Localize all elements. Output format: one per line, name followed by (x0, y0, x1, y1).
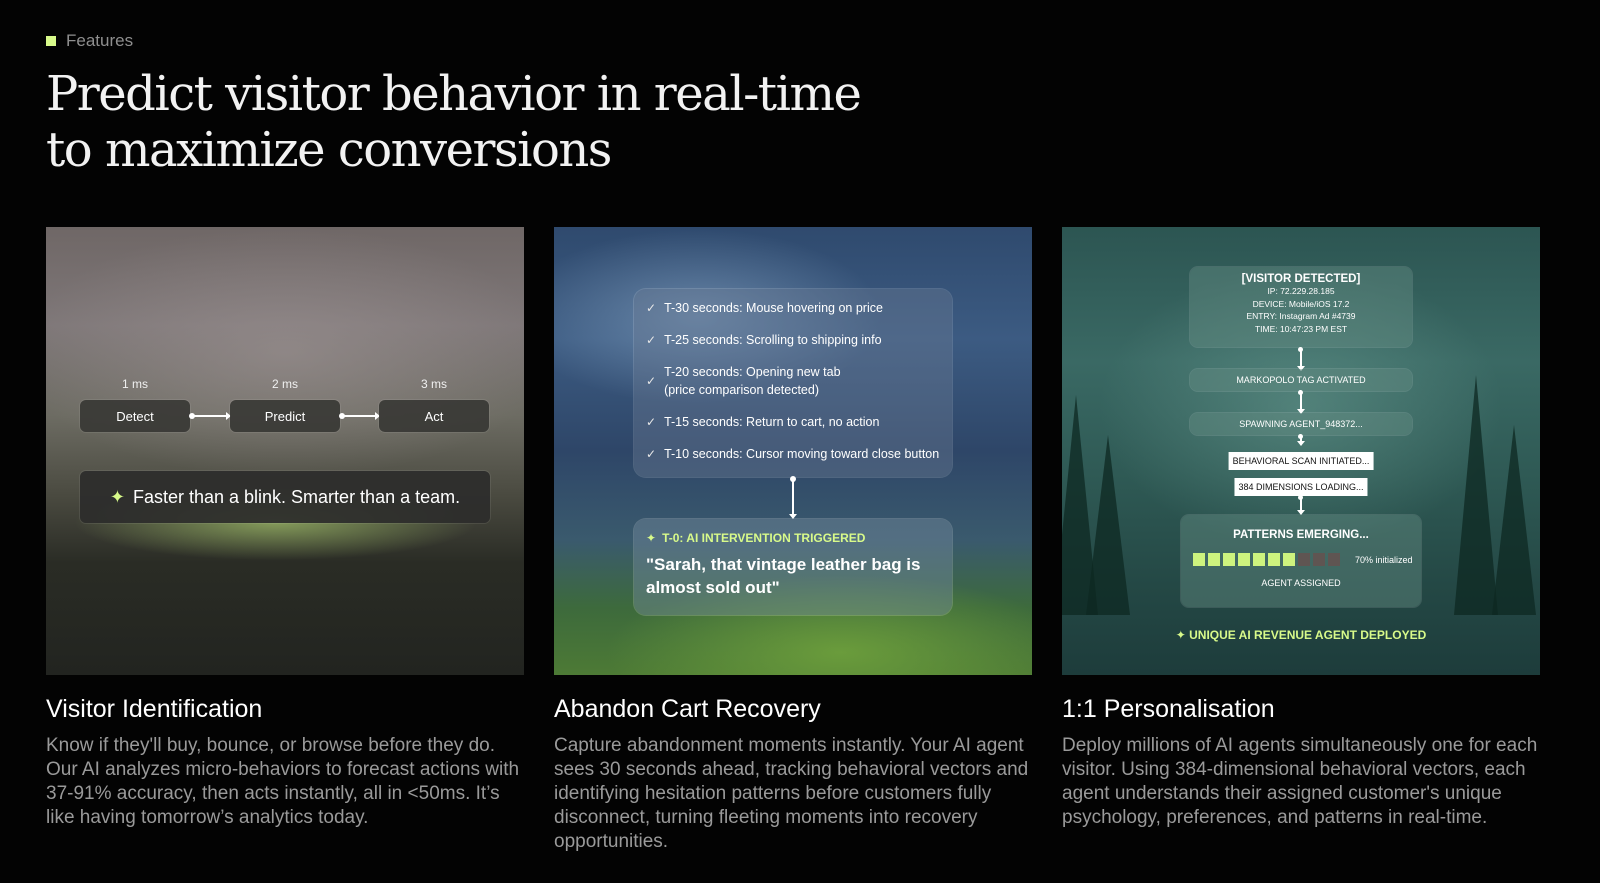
arrow-down-icon (792, 479, 794, 517)
arrow-down-icon (1300, 349, 1302, 369)
progress-segment (1298, 553, 1310, 566)
visitor-ip: IP: 72.229.28.185 (1267, 286, 1335, 296)
agent-assigned-label: AGENT ASSIGNED (1261, 578, 1341, 588)
visitor-identification-image (46, 227, 524, 675)
step-predict: Predict (230, 400, 340, 432)
step-time-act: 3 ms (420, 377, 447, 391)
sparkle-icon: ✦ (1175, 628, 1186, 642)
connector-line (1300, 436, 1302, 444)
trigger-label: T-0: AI INTERVENTION TRIGGERED (662, 531, 866, 545)
step-detect: Detect (80, 400, 190, 432)
visitor-device: DEVICE: Mobile/iOS 17.2 (1252, 298, 1350, 309)
timeline-text: T-10 seconds: Cursor moving toward close button (664, 447, 940, 461)
spawning-agent-step: SPAWNING AGENT_948372... (1190, 413, 1412, 435)
timeline-item (634, 331, 952, 349)
tree-shape (1492, 425, 1536, 615)
timeline-item (634, 299, 952, 317)
check-icon: ✓ (646, 415, 657, 429)
progress-segment (1313, 553, 1325, 566)
progress-segment (1328, 553, 1340, 566)
tag-activated-step: MARKOPOLO TAG ACTIVATED (1190, 369, 1412, 391)
eyebrow-label: Features (66, 31, 134, 50)
check-icon: ✓ (646, 374, 657, 388)
banner-text: Faster than a blink. Smarter than a team. (132, 486, 461, 507)
progress-segment (1238, 553, 1250, 566)
patterns-header: PATTERNS EMERGING... (1233, 529, 1369, 541)
timeline-text: T-25 seconds: Scrolling to shipping info (664, 333, 882, 347)
speed-banner (80, 471, 490, 523)
timeline-item (634, 363, 952, 399)
timeline-panel (634, 289, 952, 477)
eyebrow-square-icon (46, 36, 56, 46)
progress-segment (1193, 553, 1205, 566)
personalisation-title: 1:1 Personalisation (1062, 695, 1275, 723)
tree-shape (1086, 435, 1130, 615)
agent-deployed-label (1062, 628, 1540, 642)
dimensions-loading-step: 384 DIMENSIONS LOADING... (1234, 478, 1367, 496)
progress-segment (1253, 553, 1265, 566)
timeline-text: T-30 seconds: Mouse hovering on price (664, 301, 883, 315)
arrow-icon (192, 415, 230, 417)
visitor-detected-panel (1190, 267, 1412, 347)
timeline-text: T-20 seconds: Opening new tab (price comparison detected) (664, 365, 841, 397)
abandon-cart-title: Abandon Cart Recovery (554, 695, 821, 723)
personalisation-image (1062, 227, 1540, 675)
check-icon: ✓ (646, 447, 657, 461)
check-icon: ✓ (646, 301, 657, 315)
timeline-item (634, 445, 952, 463)
timeline-item (634, 413, 952, 431)
sparkle-icon: ✦ (109, 486, 125, 507)
page-title: Predict visitor behavior in real-time to maximize conversions (46, 66, 861, 178)
visitor-identification-title: Visitor Identification (46, 695, 263, 723)
deployed-text: UNIQUE AI REVENUE AGENT DEPLOYED (1189, 628, 1427, 642)
timeline-text: T-15 seconds: Return to cart, no action (664, 415, 880, 429)
progress-segment (1208, 553, 1220, 566)
arrow-down-icon (1300, 392, 1302, 412)
behavioral-scan-step: BEHAVIORAL SCAN INITIATED... (1229, 452, 1374, 470)
intervention-panel (634, 519, 952, 615)
personalisation-description: Deploy millions of AI agents simultaneously one for each visitor. Using 384-dimensional behavioral vectors, each agent understands their assigned customer's unique psychology, preferences, and patterns in real-time. (1062, 735, 1538, 828)
visitor-identification-description: Know if they'll buy, bounce, or browse before they do. Our AI analyzes micro-behaviors to forecast actions with 37-91% accuracy, then acts instantly, all in <50ms. It’s like having tomorrow’s analytics today. (46, 735, 520, 828)
sparkle-icon: ✦ (646, 531, 657, 545)
step-time-detect: 1 ms (121, 377, 148, 391)
step-act: Act (379, 400, 489, 432)
abandon-cart-description: Capture abandonment moments instantly. Your AI agent sees 30 seconds ahead, tracking behavioral vectors and identifying hesitation patterns before customers fully disconnect, turning fleeting moments into recovery opportunities. (554, 735, 1029, 852)
progress-segment (1268, 553, 1280, 566)
progress-label: 70% initialized (1355, 554, 1413, 565)
visitor-entry: ENTRY: Instagram Ad #4739 (1246, 311, 1356, 321)
progress-segment (1223, 553, 1235, 566)
progress-bar (1193, 553, 1421, 566)
features-eyebrow (46, 31, 133, 51)
trigger-quote: "Sarah, that vintage leather bag is almost sold out" (646, 555, 921, 597)
visitor-time: TIME: 10:47:23 PM EST (1254, 323, 1348, 334)
abandon-cart-image (554, 227, 1032, 675)
progress-segment (1283, 553, 1295, 566)
arrow-icon (342, 415, 379, 417)
check-icon: ✓ (646, 333, 657, 347)
step-time-predict: 2 ms (271, 377, 298, 391)
arrow-down-icon (1300, 497, 1302, 513)
patterns-panel (1181, 515, 1421, 607)
visitor-header: [VISITOR DETECTED] (1241, 273, 1361, 285)
